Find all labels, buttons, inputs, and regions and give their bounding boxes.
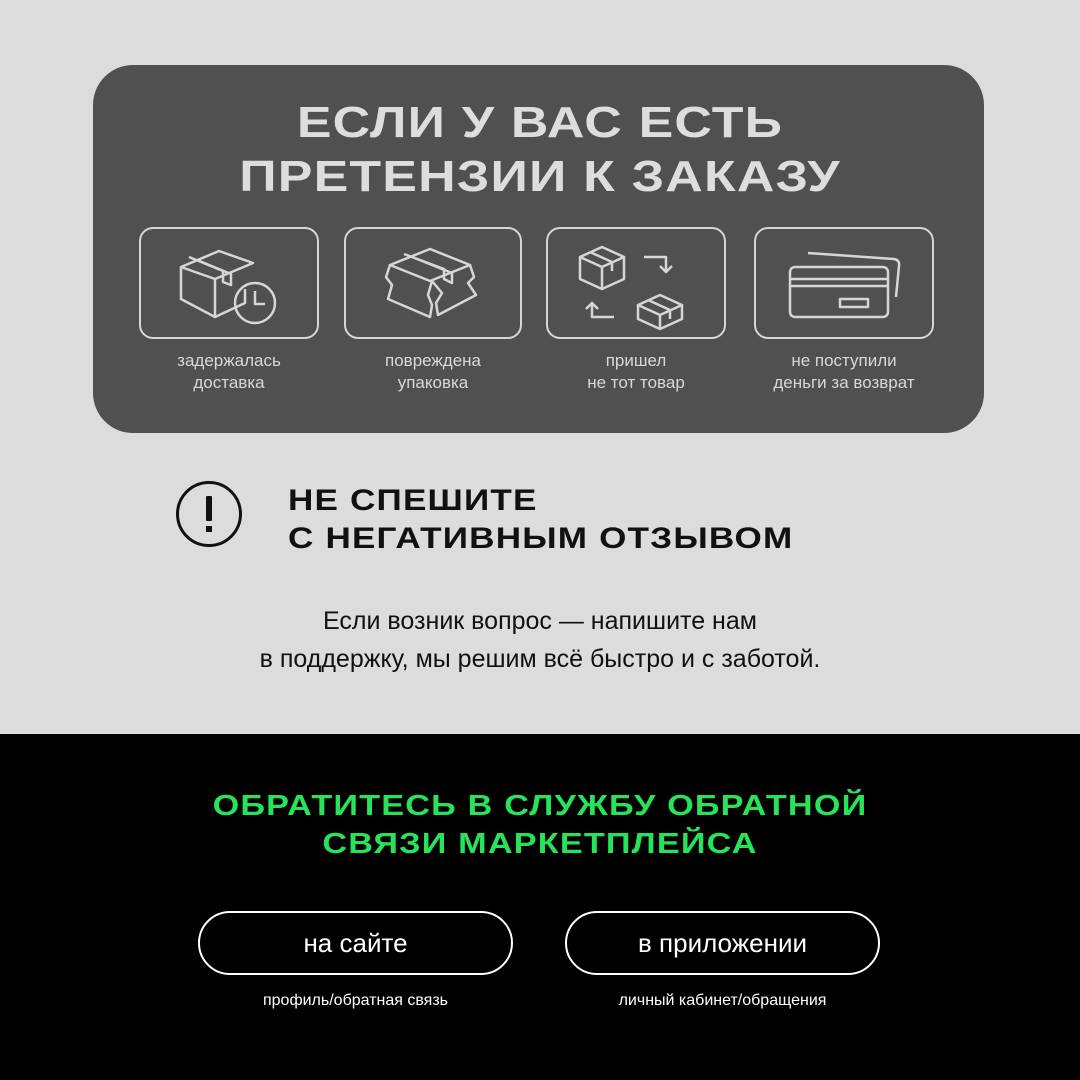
cta-title-line2: СВЯЗИ МАРКЕТПЛЕЙСА xyxy=(322,828,758,860)
cta-title-line1: ОБРАТИТЕСЬ В СЛУЖБУ ОБРАТНОЙ xyxy=(212,790,868,822)
support-message-line2: в поддержку, мы решим всё быстро и с заботой. xyxy=(259,645,821,673)
warning-heading xyxy=(288,482,793,558)
issue-tile-wrong-item xyxy=(546,227,726,339)
exclamation-circle-icon xyxy=(175,480,243,548)
issue-label-refund-missing: не поступили деньги за возврат xyxy=(773,351,915,392)
claims-title-line1: ЕСЛИ У ВАС ЕСТЬ xyxy=(296,98,784,147)
damaged-box-icon xyxy=(346,229,520,337)
website-button[interactable] xyxy=(198,911,513,975)
website-caption: профиль/обратная связь xyxy=(262,992,448,1009)
box-exchange-icon xyxy=(548,229,724,337)
box-clock-icon xyxy=(141,229,317,337)
claims-title-line2: ПРЕТЕНЗИИ К ЗАКАЗУ xyxy=(239,152,841,201)
cta-title xyxy=(0,787,1080,863)
issue-tile-damaged-packaging xyxy=(344,227,522,339)
app-caption: личный кабинет/обращения xyxy=(618,992,827,1009)
warning-line2: С НЕГАТИВНЫМ ОТЗЫВОМ xyxy=(288,522,794,555)
issue-tile-delayed-delivery xyxy=(139,227,319,339)
support-message-line1: Если возник вопрос — напишите нам xyxy=(323,607,757,635)
app-button[interactable] xyxy=(565,911,880,975)
issue-label-damaged-packaging: повреждена упаковка xyxy=(385,351,481,392)
website-button-label: на сайте xyxy=(303,927,408,958)
support-message xyxy=(0,602,1080,678)
warning-line1: НЕ СПЕШИТЕ xyxy=(288,484,538,517)
issue-tile-refund-missing xyxy=(754,227,934,339)
issue-label-delayed-delivery: задержалась доставка xyxy=(177,351,281,392)
issue-label-wrong-item: пришел не тот товар xyxy=(587,351,685,392)
credit-cards-icon xyxy=(756,229,932,337)
app-button-label: в приложении xyxy=(638,927,807,958)
claims-title xyxy=(0,96,1080,204)
cta-section xyxy=(0,734,1080,1080)
